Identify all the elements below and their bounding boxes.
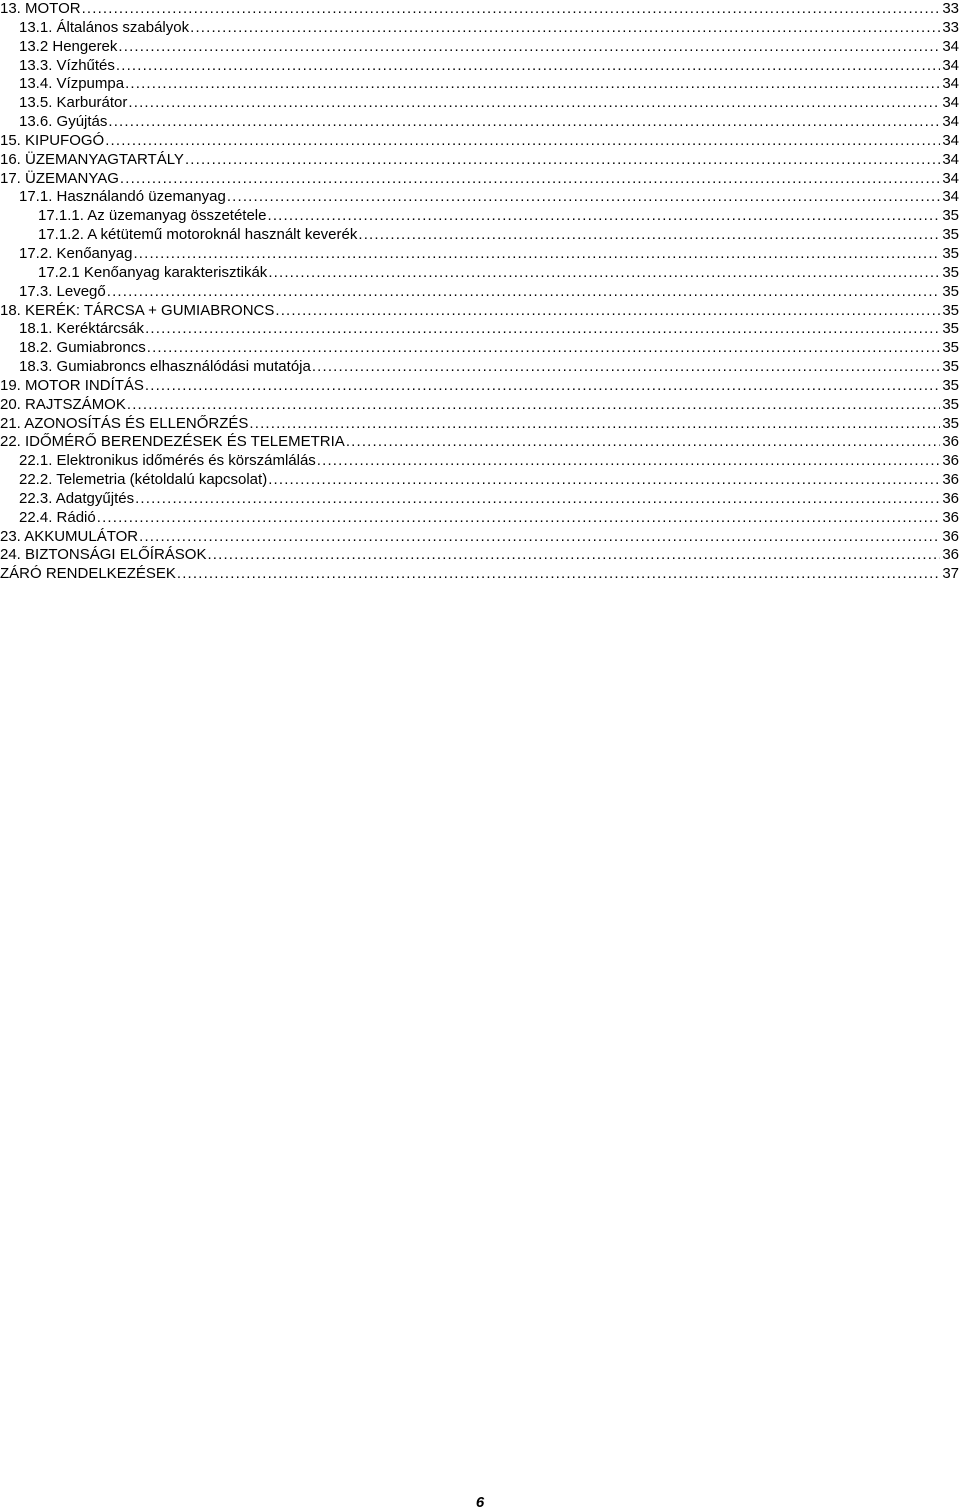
toc-entry-label: 17.1.2. A kétütemű motoroknál használt keverék bbox=[38, 226, 358, 244]
toc-entry-page: 35 bbox=[942, 339, 959, 357]
toc-dot-leader bbox=[125, 75, 940, 94]
toc-entry[interactable] bbox=[0, 509, 960, 528]
toc-entry-label: 18. KERÉK: TÁRCSA + GUMIABRONCS bbox=[0, 301, 275, 319]
toc-dot-leader bbox=[127, 396, 940, 415]
toc-entry-label: 22.1. Elektronikus időmérés és körszámlálás bbox=[19, 452, 316, 470]
toc-entry-page: 36 bbox=[942, 527, 959, 545]
toc-entry[interactable] bbox=[0, 433, 960, 452]
toc-dot-leader bbox=[105, 132, 940, 151]
toc-entry-page: 34 bbox=[942, 169, 959, 187]
toc-entry[interactable] bbox=[0, 264, 960, 283]
toc-entry-page: 36 bbox=[942, 433, 959, 451]
toc-dot-leader bbox=[190, 19, 940, 38]
toc-dot-leader bbox=[147, 339, 941, 358]
toc-entry-label: 13.2 Hengerek bbox=[19, 37, 118, 55]
toc-dot-leader bbox=[108, 113, 940, 132]
toc-entry-page: 36 bbox=[942, 489, 959, 507]
toc-entry-label: 21. AZONOSÍTÁS ÉS ELLENŐRZÉS bbox=[0, 414, 249, 432]
toc-entry-page: 33 bbox=[942, 0, 959, 17]
toc-entry-label: 23. AKKUMULÁTOR bbox=[0, 527, 139, 545]
toc-entry[interactable] bbox=[0, 57, 960, 76]
toc-dot-leader bbox=[128, 94, 940, 113]
toc-dot-leader bbox=[249, 415, 940, 434]
toc-entry-page: 34 bbox=[942, 188, 959, 206]
toc-dot-leader bbox=[116, 57, 940, 76]
toc-entry[interactable] bbox=[0, 415, 960, 434]
toc-entry-label: 15. KIPUFOGÓ bbox=[0, 131, 105, 149]
toc-entry[interactable] bbox=[0, 565, 960, 584]
toc-entry[interactable] bbox=[0, 151, 960, 170]
toc-entry-label: 17.1.1. Az üzemanyag összetétele bbox=[38, 207, 267, 225]
table-of-contents bbox=[0, 0, 960, 584]
toc-dot-leader bbox=[135, 490, 940, 509]
toc-entry-label: 17. ÜZEMANYAG bbox=[0, 169, 119, 187]
toc-entry-page: 35 bbox=[942, 320, 959, 338]
toc-dot-leader bbox=[268, 471, 940, 490]
toc-entry-page: 34 bbox=[942, 75, 959, 93]
toc-entry[interactable] bbox=[0, 528, 960, 547]
toc-entry-label: 22.3. Adatgyűjtés bbox=[19, 489, 135, 507]
toc-entry-label: 18.3. Gumiabroncs elhasználódási mutatója bbox=[19, 358, 311, 376]
toc-entry[interactable] bbox=[0, 113, 960, 132]
toc-dot-leader bbox=[185, 151, 940, 170]
toc-entry[interactable] bbox=[0, 546, 960, 565]
toc-entry[interactable] bbox=[0, 358, 960, 377]
toc-dot-leader bbox=[267, 207, 940, 226]
toc-entry-label: 20. RAJTSZÁMOK bbox=[0, 395, 126, 413]
toc-entry-page: 34 bbox=[942, 94, 959, 112]
toc-dot-leader bbox=[227, 188, 941, 207]
toc-entry-page: 36 bbox=[942, 452, 959, 470]
toc-dot-leader bbox=[145, 320, 940, 339]
toc-entry-page: 36 bbox=[942, 471, 959, 489]
toc-dot-leader bbox=[275, 302, 940, 321]
toc-entry-label: 18.1. Keréktárcsák bbox=[19, 320, 145, 338]
toc-entry[interactable] bbox=[0, 19, 960, 38]
toc-entry[interactable] bbox=[0, 38, 960, 57]
toc-entry[interactable] bbox=[0, 377, 960, 396]
toc-entry[interactable] bbox=[0, 302, 960, 321]
toc-dot-leader bbox=[358, 226, 940, 245]
toc-entry-label: 18.2. Gumiabroncs bbox=[19, 339, 146, 357]
toc-entry[interactable] bbox=[0, 490, 960, 509]
toc-entry-label: 13.5. Karburátor bbox=[19, 94, 128, 112]
toc-dot-leader bbox=[207, 546, 940, 565]
toc-dot-leader bbox=[118, 38, 940, 57]
toc-entry-page: 34 bbox=[942, 37, 959, 55]
toc-entry-label: 22.4. Rádió bbox=[19, 508, 96, 526]
toc-entry-page: 35 bbox=[942, 414, 959, 432]
toc-entry[interactable] bbox=[0, 245, 960, 264]
toc-dot-leader bbox=[317, 452, 941, 471]
toc-entry-label: 17.2. Kenőanyag bbox=[19, 244, 133, 262]
toc-dot-leader bbox=[139, 528, 940, 547]
toc-entry-page: 35 bbox=[942, 301, 959, 319]
toc-entry-label: 22. IDŐMÉRŐ BERENDEZÉSEK ÉS TELEMETRIA bbox=[0, 433, 345, 451]
toc-entry[interactable] bbox=[0, 207, 960, 226]
toc-entry-page: 35 bbox=[942, 226, 959, 244]
toc-entry-label: 13.4. Vízpumpa bbox=[19, 75, 125, 93]
toc-entry-page: 36 bbox=[942, 508, 959, 526]
toc-entry[interactable] bbox=[0, 170, 960, 189]
toc-dot-leader bbox=[97, 509, 941, 528]
toc-entry-label: 17.2.1 Kenőanyag karakterisztikák bbox=[38, 263, 268, 281]
toc-entry[interactable] bbox=[0, 132, 960, 151]
toc-entry-page: 35 bbox=[942, 282, 959, 300]
toc-entry-page: 34 bbox=[942, 113, 959, 131]
toc-entry-page: 37 bbox=[942, 565, 959, 583]
toc-dot-leader bbox=[346, 433, 941, 452]
page-number: 6 bbox=[475, 1494, 485, 1511]
toc-entry[interactable] bbox=[0, 396, 960, 415]
toc-entry-page: 35 bbox=[942, 358, 959, 376]
toc-entry-page: 35 bbox=[942, 207, 959, 225]
toc-dot-leader bbox=[145, 377, 940, 396]
toc-entry-label: 13.6. Gyújtás bbox=[19, 113, 108, 131]
toc-entry[interactable] bbox=[0, 320, 960, 339]
toc-entry-label: 16. ÜZEMANYAGTARTÁLY bbox=[0, 150, 184, 168]
toc-entry-label: 13.3. Vízhűtés bbox=[19, 56, 115, 74]
toc-entry-label: ZÁRÓ RENDELKEZÉSEK bbox=[0, 565, 176, 583]
toc-entry[interactable] bbox=[0, 75, 960, 94]
toc-entry-page: 36 bbox=[942, 546, 959, 564]
toc-entry[interactable] bbox=[0, 188, 960, 207]
toc-entry-label: 13. MOTOR bbox=[0, 0, 81, 17]
toc-entry[interactable] bbox=[0, 0, 960, 19]
toc-entry-page: 35 bbox=[942, 263, 959, 281]
toc-entry-label: 24. BIZTONSÁGI ELŐÍRÁSOK bbox=[0, 546, 207, 564]
toc-entry-page: 34 bbox=[942, 131, 959, 149]
toc-entry[interactable] bbox=[0, 283, 960, 302]
toc-entry-label: 22.2. Telemetria (kétoldalú kapcsolat) bbox=[19, 471, 268, 489]
toc-dot-leader bbox=[177, 565, 940, 584]
toc-entry-page: 33 bbox=[942, 18, 959, 36]
toc-entry-label: 17.1. Használandó üzemanyag bbox=[19, 188, 226, 206]
toc-dot-leader bbox=[268, 264, 940, 283]
toc-entry-label: 19. MOTOR INDÍTÁS bbox=[0, 376, 144, 394]
toc-entry-label: 13.1. Általános szabályok bbox=[19, 18, 190, 36]
toc-dot-leader bbox=[82, 0, 941, 19]
toc-entry-page: 35 bbox=[942, 376, 959, 394]
toc-entry[interactable] bbox=[0, 94, 960, 113]
toc-entry[interactable] bbox=[0, 452, 960, 471]
toc-entry[interactable] bbox=[0, 226, 960, 245]
toc-dot-leader bbox=[120, 170, 940, 189]
toc-entry-page: 35 bbox=[942, 244, 959, 262]
toc-dot-leader bbox=[312, 358, 940, 377]
toc-entry[interactable] bbox=[0, 471, 960, 490]
toc-entry[interactable] bbox=[0, 339, 960, 358]
toc-dot-leader bbox=[107, 283, 941, 302]
toc-entry-page: 35 bbox=[942, 395, 959, 413]
toc-entry-page: 34 bbox=[942, 150, 959, 168]
toc-entry-label: 17.3. Levegő bbox=[19, 282, 106, 300]
toc-dot-leader bbox=[133, 245, 940, 264]
toc-entry-page: 34 bbox=[942, 56, 959, 74]
